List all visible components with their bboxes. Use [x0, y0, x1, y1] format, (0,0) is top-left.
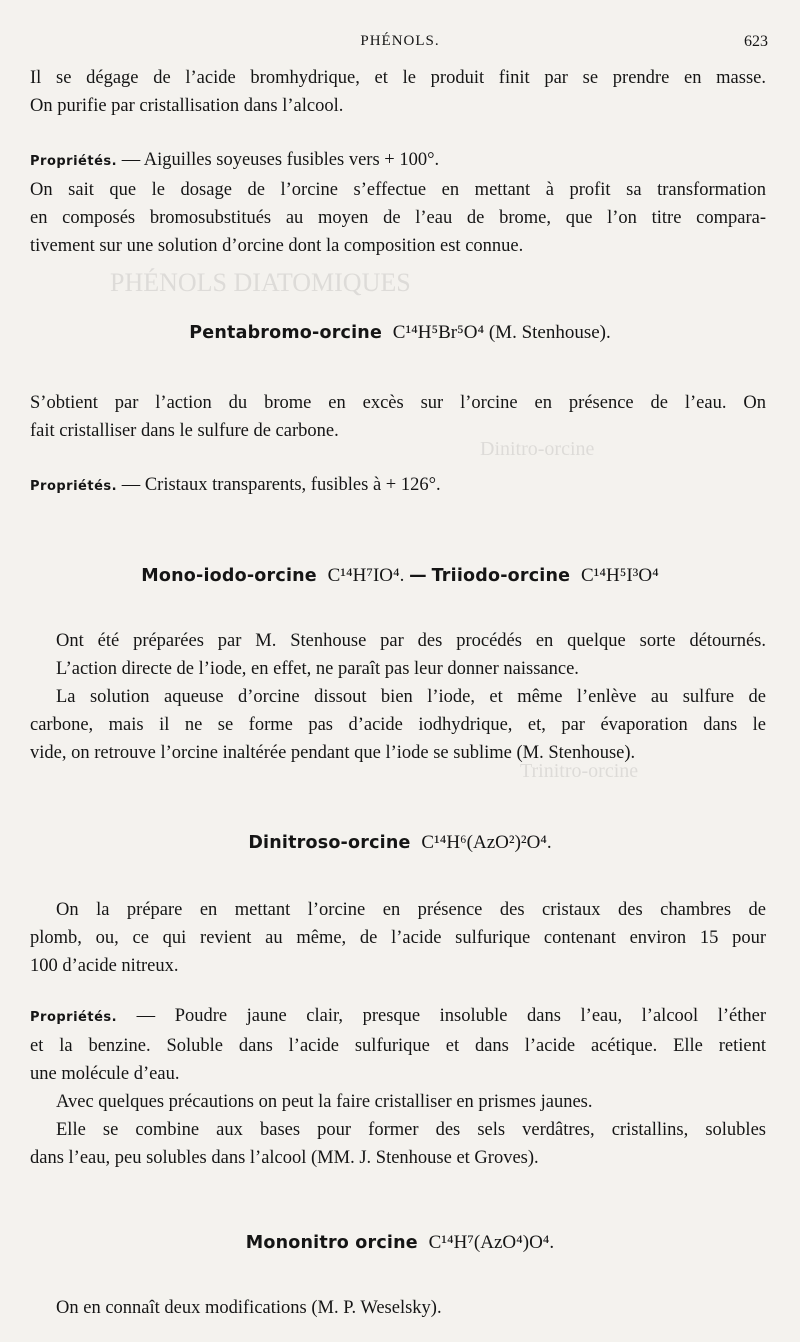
text-line: plomb, ou, ce qui revient au même, de l’acide sulfurique contenant environ 15 pour: [30, 928, 766, 948]
text-line: On sait que le dosage de l’orcine s’effectue en mettant à profit sa transformation: [30, 180, 766, 200]
mononitro-paragraph: [30, 1294, 766, 1322]
text-span: — Aiguilles soyeuses fusibles vers + 100°.: [121, 150, 440, 170]
text-line: vide, on retrouve l’orcine inaltérée pendant que l’iode se sublime (M. Stenhouse).: [30, 743, 636, 763]
text-line: et la benzine. Soluble dans l’acide sulfurique et dans l’acide acétique. Elle retient: [30, 1036, 766, 1056]
text-line: Ont été préparées par M. Stenhouse par des procédés en quelque sorte détournés.: [56, 631, 766, 651]
compound-name: Mono-iodo-orcine: [141, 566, 317, 586]
pentabromo-paragraph: [30, 389, 766, 445]
compound-formula: C¹⁴H⁵Br⁵O⁴: [392, 322, 485, 343]
compound-formula: C¹⁴H⁷(AzO⁴)O⁴.: [428, 1232, 555, 1253]
properties-paragraph: [30, 471, 766, 501]
text-line: La solution aqueuse d’orcine dissout bien l’iode, et même l’enlève au sulfure de: [56, 687, 766, 707]
properties-paragraph: [30, 1002, 766, 1172]
text-line: fait cristalliser dans le sulfure de carbone.: [30, 421, 339, 441]
running-title: PHÉNOLS.: [360, 33, 440, 49]
section-heading-mononitro: [0, 1232, 800, 1254]
compound-name: Mononitro orcine: [245, 1233, 418, 1253]
text-line: On en connaît deux modifications (M. P. Weselsky).: [56, 1298, 442, 1318]
text-line: en composés bromosubstitués au moyen de l’eau de brome, que l’on titre compara-: [30, 208, 766, 228]
heading-dash: —: [409, 566, 427, 586]
text-line: On purifie par cristallisation dans l’alcool.: [30, 96, 344, 116]
author-credit: (M. Stenhouse).: [488, 322, 611, 343]
properties-paragraph: [30, 146, 766, 260]
text-line: une molécule d’eau.: [30, 1064, 180, 1084]
compound-formula: C¹⁴H⁷IO⁴.: [327, 565, 405, 586]
properties-label: Propriétés.: [30, 1010, 118, 1025]
text-line: L’action directe de l’iode, en effet, ne paraît pas leur donner naissance.: [56, 659, 579, 679]
text-line: Elle se combine aux bases pour former des sels verdâtres, cristallins, solubles: [56, 1120, 766, 1140]
text-line: S’obtient par l’action du brome en excès sur l’orcine en présence de l’eau. On: [30, 393, 766, 413]
properties-label: Propriétés.: [30, 154, 118, 169]
properties-label: Propriétés.: [30, 479, 118, 494]
text-line: tivement sur une solution d’orcine dont la composition est connue.: [30, 236, 524, 256]
compound-formula: C¹⁴H⁶(AzO²)²O⁴.: [421, 832, 552, 853]
intro-paragraph: [30, 64, 766, 120]
section-heading-pentabromo: [0, 322, 800, 344]
bleed-through-text: PHÉNOLS DIATOMIQUES: [110, 268, 411, 297]
text-line: carbone, mais il ne se forme pas d’acide iodhydrique, et, par évaporation dans le: [30, 715, 766, 735]
text-span: — Poudre jaune clair, presque insoluble dans l’eau, l’alcool l’éther: [136, 1006, 767, 1026]
compound-name: Pentabromo-orcine: [189, 323, 383, 343]
text-line: 100 d’acide nitreux.: [30, 956, 179, 976]
section-heading-iodo: [0, 565, 800, 587]
section-heading-dinitroso: [0, 832, 800, 854]
page-number: 623: [744, 33, 768, 50]
iodo-paragraph: [30, 627, 766, 767]
compound-name: Triiodo-orcine: [431, 566, 571, 586]
bleed-through-text: Dinitro-orcine: [480, 438, 595, 460]
text-line: dans l’eau, peu solubles dans l’alcool (MM. J. Stenhouse et Groves).: [30, 1148, 539, 1168]
dinitroso-paragraph: [30, 896, 766, 980]
bleed-through-text: Trinitro-orcine: [520, 760, 639, 782]
text-line: Il se dégage de l’acide bromhydrique, et le produit finit par se prendre en masse.: [30, 68, 766, 88]
text-line: Avec quelques précautions on peut la faire cristalliser en prismes jaunes.: [56, 1092, 593, 1112]
compound-formula: C¹⁴H⁵I³O⁴: [580, 565, 659, 586]
text-span: — Cristaux transparents, fusibles à + 126°.: [121, 475, 441, 495]
text-line: On la prépare en mettant l’orcine en présence des cristaux des chambres de: [56, 900, 766, 920]
compound-name: Dinitroso-orcine: [248, 833, 411, 853]
